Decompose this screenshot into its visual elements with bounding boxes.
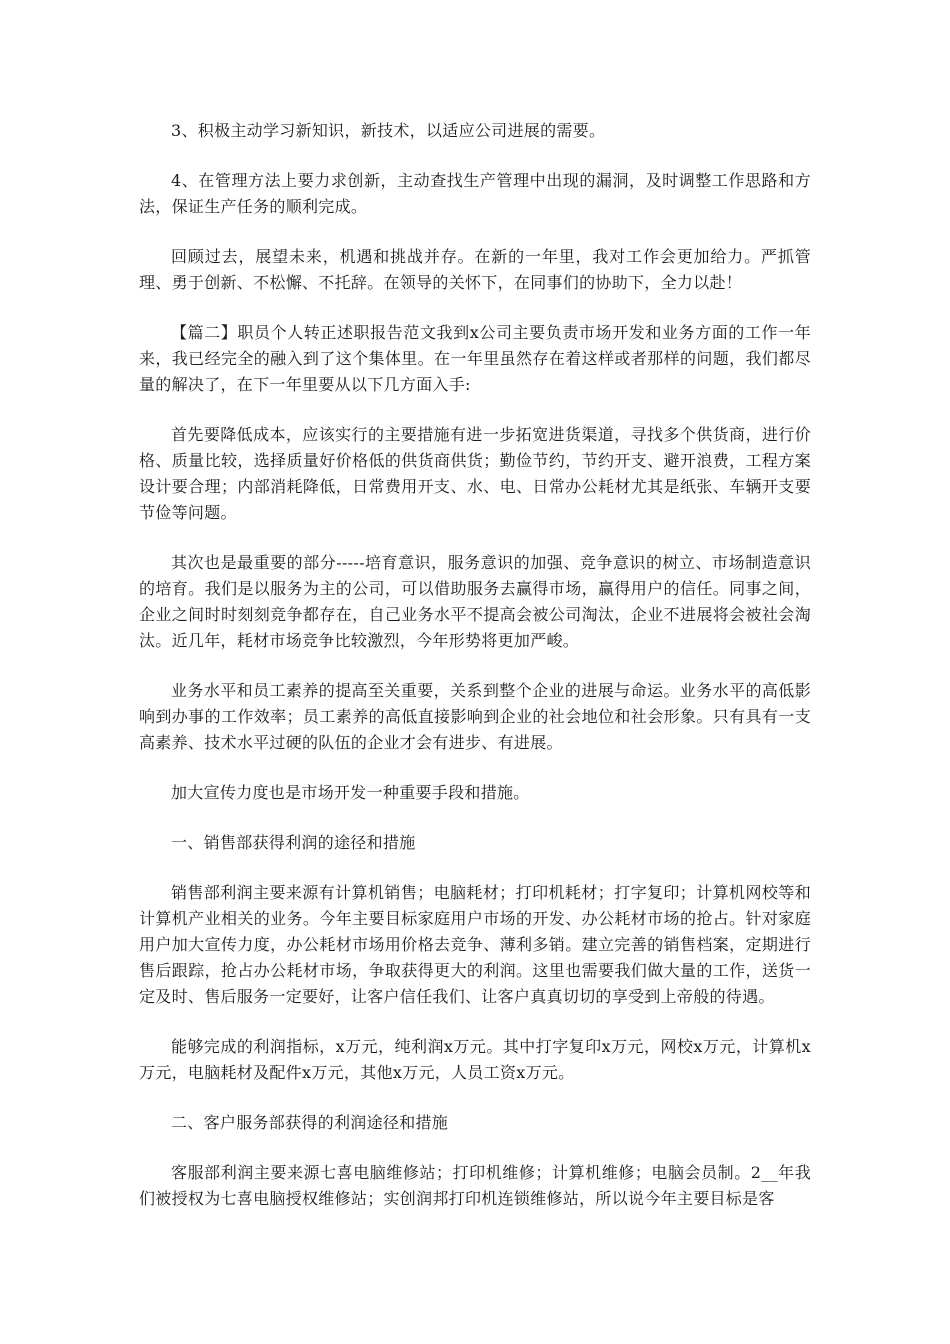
paragraph-sales-profit: 销售部利润主要来源有计算机销售；电脑耗材；打印机耗材；打字复印；计算机网校等和计算机产业相关的业务。今年主要目标家庭用户市场的开发、办公耗材市场的抢占。针对家庭用户加大宣传力度，办公耗材市场用价格去竞争、薄利多销。建立完善的销售档案，定期进行售后跟踪，抢占办公耗材市场，争取获得更大的利润。这里也需要我们做大量的工作，送货一定及时、售后服务一定要好，让客户信任我们、让客户真真切切的享受到上帝般的待遇。 xyxy=(139,883,811,1006)
paragraph-staff-quality: 业务水平和员工素养的提高至关重要，关系到整个企业的进展与命运。业务水平的高低影响到办事的工作效率；员工素养的高低直接影响到企业的社会地位和社会形象。只有具有一支高素养、技术水平过硬的队伍的企业才会有进步、有进展。 xyxy=(139,681,811,752)
paragraph-item-4: 4、在管理方法上要力求创新，主动查找生产管理中出现的漏洞，及时调整工作思路和方法，保证生产任务的顺利完成。 xyxy=(139,171,811,216)
paragraph-publicity: 加大宣传力度也是市场开发一种重要手段和措施。 xyxy=(171,783,530,802)
paragraph-profit-targets: 能够完成的利润指标，x万元，纯利润x万元。其中打字复印x万元，网校x万元，计算机x万元，电脑耗材及配件x万元，其他x万元，人员工资x万元。 xyxy=(139,1037,811,1082)
document-body xyxy=(139,118,811,1236)
paragraph-awareness: 其次也是最重要的部分-----培育意识，服务意识的加强、竞争意识的树立、市场制造意识的培育。我们是以服务为主的公司，可以借助服务去赢得市场，赢得用户的信任。同事之间，企业之间时时刻刻竞争都存在，自己业务水平不提高会被公司淘汰，企业不进展将会被社会淘汰。近几年，耗材市场竞争比较激烈，今年形势将更加严峻。 xyxy=(139,553,811,650)
paragraph-part-two-intro: 【篇二】职员个人转正述职报告范文我到x公司主要负责市场开发和业务方面的工作一年来，我已经完全的融入到了这个集体里。在一年里虽然存在着这样或者那样的问题，我们都尽量的解决了，在下一年里要从以下几方面入手: xyxy=(139,323,811,394)
section-heading-sales: 一、销售部获得利润的途径和措施 xyxy=(171,833,416,852)
paragraph-review: 回顾过去，展望未来，机遇和挑战并存。在新的一年里，我对工作会更加给力。严抓管理、勇于创新、不松懈、不托辞。在领导的关怀下，在同事们的协助下，全力以赴！ xyxy=(139,247,811,292)
paragraph-item-3: 3、积极主动学习新知识，新技术，以适应公司进展的需要。 xyxy=(171,121,606,140)
paragraph-reduce-cost: 首先要降低成本，应该实行的主要措施有进一步拓宽进货渠道，寻找多个供货商，进行价格、质量比较，选择质量好价格低的供货商供货；勤俭节约，节约开支、避开浪费，工程方案设计要合理；内部消耗降低，日常费用开支、水、电、日常办公耗材尤其是纸张、车辆开支要节俭等问题。 xyxy=(139,425,811,522)
paragraph-customer-service: 客服部利润主要来源七喜电脑维修站；打印机维修；计算机维修；电脑会员制。2__年我们被授权为七喜电脑授权维修站；实创润邦打印机连锁维修站，所以说今年主要目标是客 xyxy=(139,1163,811,1208)
section-heading-customer-service: 二、客户服务部获得的利润途径和措施 xyxy=(171,1113,449,1132)
